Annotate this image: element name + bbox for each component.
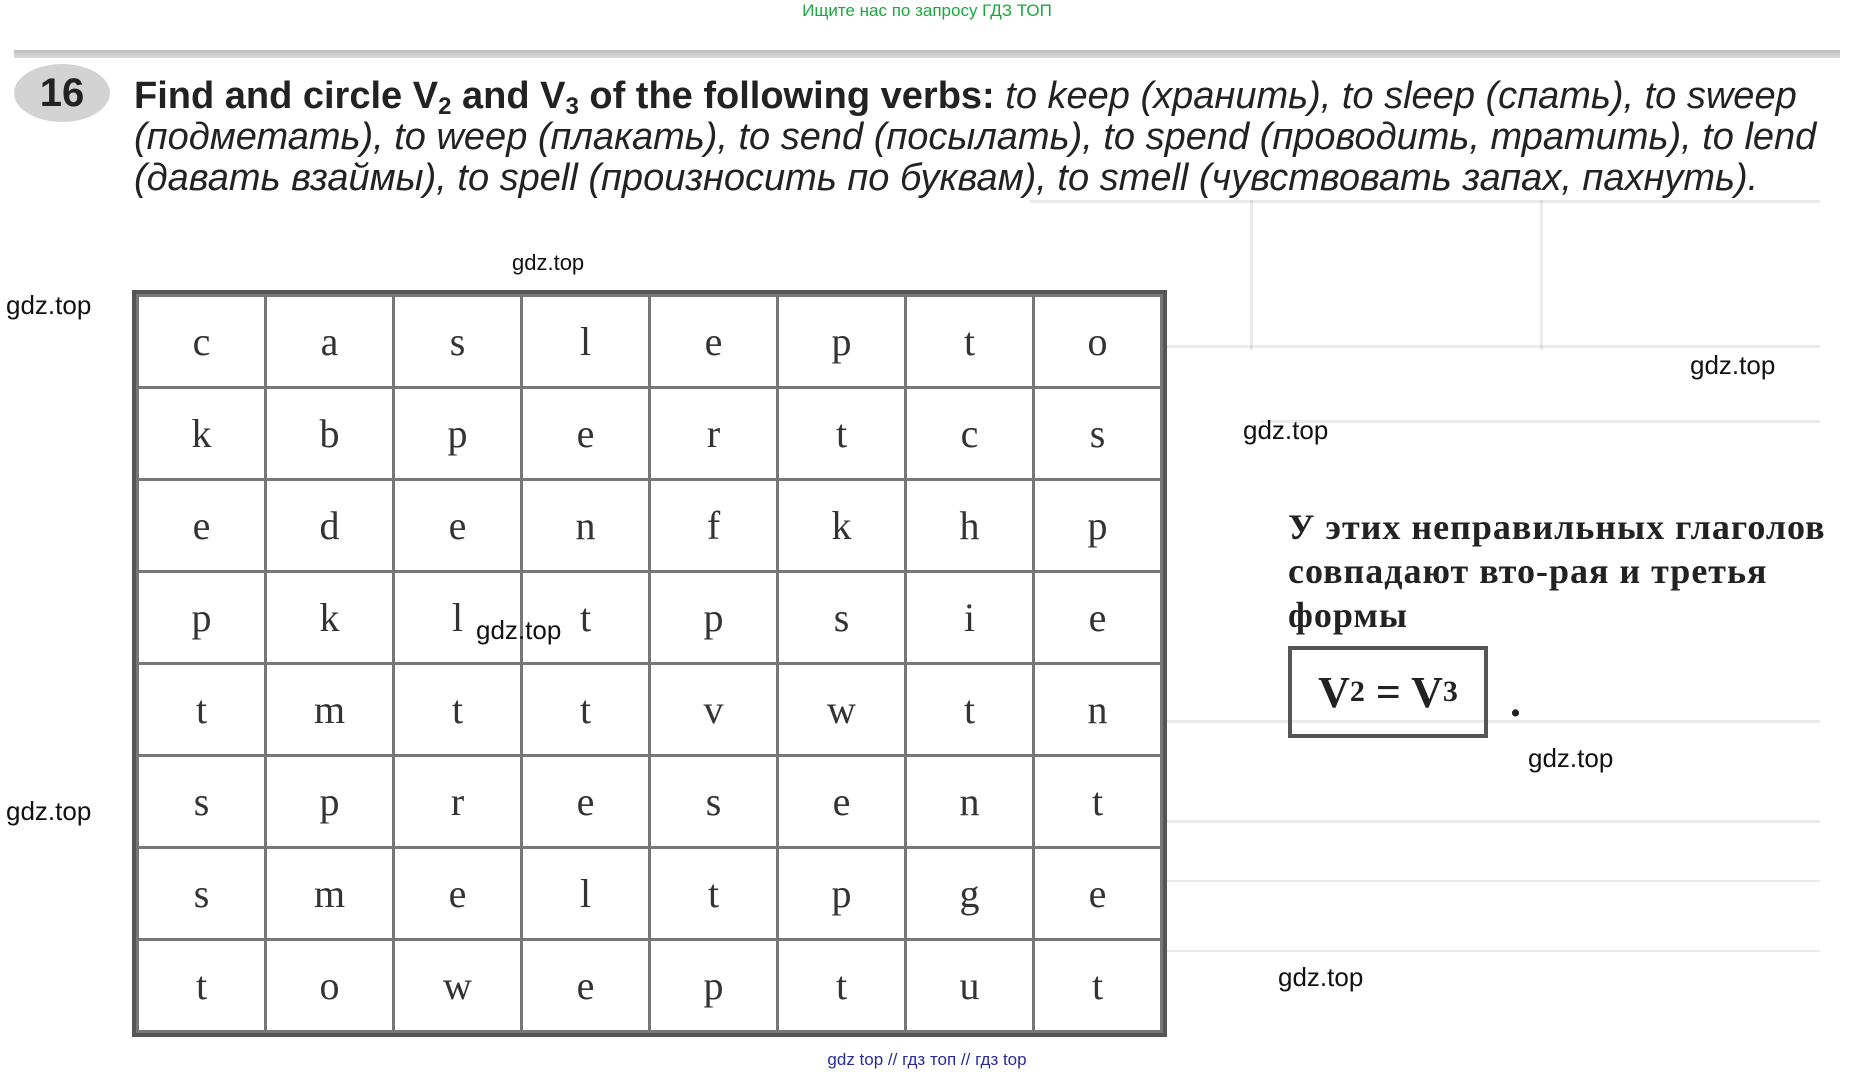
grid-cell[interactable]: p (394, 388, 522, 480)
grid-cell[interactable]: s (650, 756, 778, 848)
instruction-subscript-3: 3 (565, 93, 579, 120)
instruction-part-1: Find and circle V (134, 75, 439, 117)
grid-cell[interactable]: p (778, 848, 906, 940)
verb-list: to keep (хранить), to sleep (спать), to sweep (подметать), to weep (плакать), to send (посылать), to spend (проводить, тратить), to lend (давать взаймы), to spell (произносить по буквам), to smell (чувствовать запах, пахнуть). (134, 75, 1817, 199)
grid-cell[interactable]: k (266, 572, 394, 664)
grid-cell[interactable]: t (778, 388, 906, 480)
grid-cell[interactable]: n (1034, 664, 1162, 756)
grid-cell[interactable]: p (650, 572, 778, 664)
formula-v: V (1318, 667, 1350, 717)
grid-cell[interactable]: e (1034, 848, 1162, 940)
grid-cell[interactable]: s (394, 296, 522, 388)
grid-cell[interactable]: o (1034, 296, 1162, 388)
exercise-instruction (134, 76, 1844, 199)
grid-cell[interactable]: t (138, 940, 266, 1032)
grid-cell[interactable]: e (394, 848, 522, 940)
grid-cell[interactable]: e (778, 756, 906, 848)
grid-cell[interactable]: e (1034, 572, 1162, 664)
watermark: gdz.top (476, 615, 562, 645)
formula-equals-v: = V (1375, 667, 1443, 717)
instruction-part-3: of the following verbs: (578, 75, 995, 117)
grid-cell[interactable]: t (1034, 940, 1162, 1032)
instruction-subscript-2: 2 (438, 93, 452, 120)
letter-grid-table (136, 294, 1163, 1033)
grid-cell[interactable]: w (778, 664, 906, 756)
grid-cell[interactable]: d (266, 480, 394, 572)
grid-cell[interactable]: r (394, 756, 522, 848)
watermark: gdz.top (512, 250, 585, 275)
grid-cell[interactable]: f (650, 480, 778, 572)
top-divider (14, 50, 1840, 58)
grid-cell[interactable]: h (906, 480, 1034, 572)
grid-cell[interactable]: g (906, 848, 1034, 940)
grid-cell[interactable]: k (778, 480, 906, 572)
watermark: gdz.top (6, 290, 92, 320)
grid-cell[interactable]: p (138, 572, 266, 664)
grid-cell[interactable]: n (906, 756, 1034, 848)
watermark: gdz.top (1528, 743, 1614, 773)
grid-row (138, 296, 1162, 388)
grid-cell[interactable]: r (650, 388, 778, 480)
grid-cell[interactable]: l (394, 572, 522, 664)
grid-cell[interactable]: v (650, 664, 778, 756)
grid-cell[interactable]: t (522, 572, 650, 664)
letter-grid (132, 290, 1167, 1037)
grid-cell[interactable]: e (650, 296, 778, 388)
instruction-part-2: and V (451, 75, 566, 117)
grid-cell[interactable]: t (138, 664, 266, 756)
grid-cell[interactable]: e (522, 388, 650, 480)
formula-period: . (1510, 677, 1521, 726)
grid-cell[interactable]: l (522, 848, 650, 940)
grid-cell[interactable]: n (522, 480, 650, 572)
grid-cell[interactable]: p (778, 296, 906, 388)
grid-cell[interactable]: m (266, 664, 394, 756)
grid-cell[interactable]: e (522, 940, 650, 1032)
rule-note: У этих неправильных глаголов совпадают вто-рая и третья формы (1288, 507, 1826, 635)
grid-cell[interactable]: p (650, 940, 778, 1032)
grid-cell[interactable]: a (266, 296, 394, 388)
grid-cell[interactable]: t (522, 664, 650, 756)
grid-cell[interactable]: s (138, 756, 266, 848)
grid-cell[interactable]: s (778, 572, 906, 664)
grid-cell[interactable]: t (906, 664, 1034, 756)
grid-cell[interactable]: s (1034, 388, 1162, 480)
grid-cell[interactable]: t (906, 296, 1034, 388)
grid-cell[interactable]: u (906, 940, 1034, 1032)
grid-cell[interactable]: p (1034, 480, 1162, 572)
grid-cell[interactable]: k (138, 388, 266, 480)
grid-cell[interactable]: l (522, 296, 650, 388)
grid-cell[interactable]: s (138, 848, 266, 940)
grid-cell[interactable]: e (522, 756, 650, 848)
grid-row (138, 664, 1162, 756)
grid-cell[interactable]: b (266, 388, 394, 480)
grid-cell[interactable]: i (906, 572, 1034, 664)
grid-cell[interactable]: w (394, 940, 522, 1032)
watermark: gdz.top (1278, 962, 1364, 992)
top-banner[interactable]: Ищите нас по запросу ГДЗ ТОП (802, 1, 1052, 20)
grid-cell[interactable]: t (394, 664, 522, 756)
watermark: gdz.top (1690, 350, 1776, 380)
footer-links[interactable]: gdz top // гдз топ // гдз top (827, 1050, 1027, 1069)
grid-cell[interactable]: m (266, 848, 394, 940)
grid-row (138, 848, 1162, 940)
grid-cell[interactable]: e (138, 480, 266, 572)
grid-row (138, 388, 1162, 480)
grid-cell[interactable]: t (1034, 756, 1162, 848)
grid-cell[interactable]: t (778, 940, 906, 1032)
grid-cell[interactable]: e (394, 480, 522, 572)
exercise-number-badge: 16 (14, 64, 110, 122)
grid-cell[interactable]: t (650, 848, 778, 940)
watermark: gdz.top (1243, 415, 1329, 445)
grid-cell[interactable]: c (138, 296, 266, 388)
grid-cell[interactable]: c (906, 388, 1034, 480)
formula-box: V 2 = V 3 (1288, 646, 1488, 738)
grid-cell[interactable]: o (266, 940, 394, 1032)
grid-row (138, 756, 1162, 848)
watermark: gdz.top (6, 796, 92, 826)
grid-row (138, 940, 1162, 1032)
grid-cell[interactable]: p (266, 756, 394, 848)
grid-row (138, 572, 1162, 664)
grid-row (138, 480, 1162, 572)
